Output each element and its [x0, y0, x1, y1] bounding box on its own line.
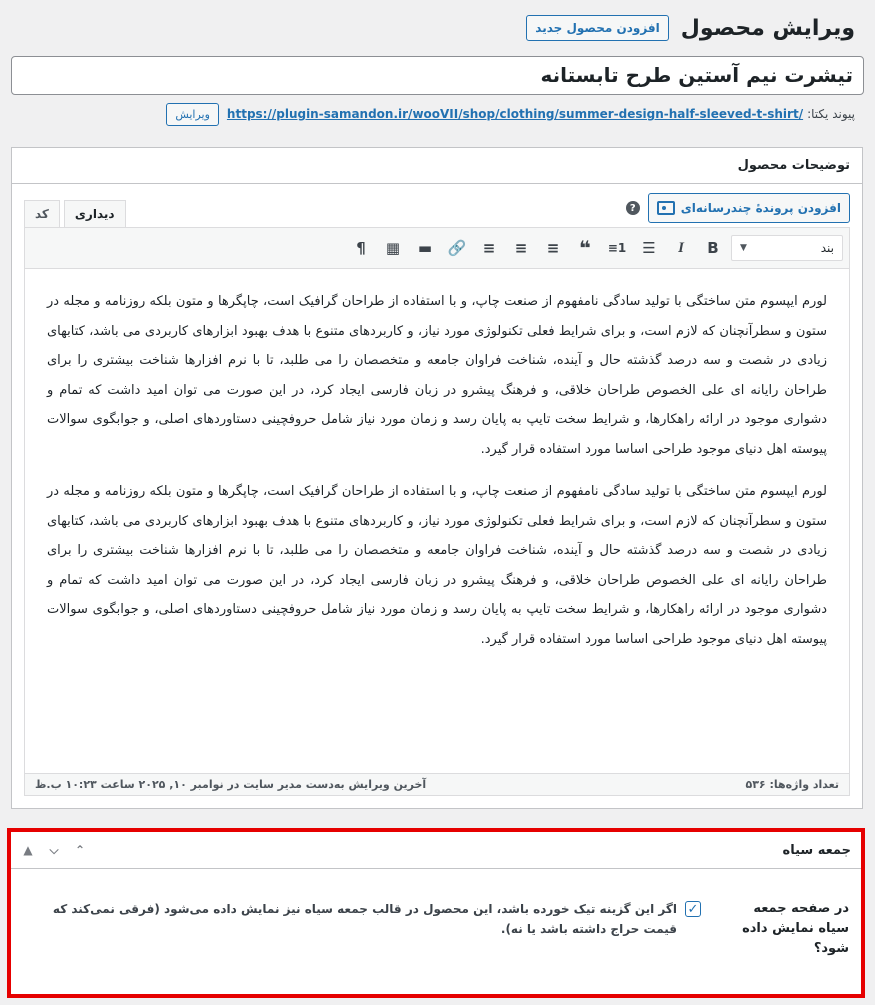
format-select-value: بند	[820, 241, 834, 255]
description-box-title: توضیحات محصول	[12, 148, 862, 184]
toolbar-toggle-icon[interactable]: ▦	[385, 239, 401, 257]
add-media-label: افزودن پروندهٔ چندرسانه‌ای	[680, 201, 841, 215]
align-center-icon[interactable]: ≡	[514, 239, 528, 257]
last-edit-info: آخرین ویرایش به‌دست مدیر سایت در نوامبر ۱۰, ۲۰۲۵ ساعت ۱۰:۲۳ ب.ظ	[35, 778, 427, 791]
add-new-product-button[interactable]: افزودن محصول جدید	[526, 15, 669, 41]
word-count: تعداد واژه‌ها: ۵۳۶	[745, 778, 839, 791]
product-description-box	[11, 147, 863, 809]
box-controls	[19, 843, 89, 858]
page-title: ویرایش محصول	[680, 15, 855, 41]
read-more-icon[interactable]: ▬	[417, 239, 433, 257]
bullet-list-icon[interactable]: ☰	[642, 239, 656, 257]
move-up-icon[interactable]: ▲	[23, 842, 33, 857]
editor-status-bar	[25, 773, 849, 795]
chevron-down-icon[interactable]: ⌵	[49, 842, 59, 857]
content-paragraph-1: لورم ایپسوم متن ساختگی با تولید سادگی نامفهوم از صنعت چاپ، و با استفاده از طراحان گرافیک است، چاپگرها و متون بلکه روزنامه و مجله در ستون و سطرآنچنان که لازم است، و برای شرایط فعلی تکنولوژی مورد نیاز، و کاربردهای متنوع با هدف بهبود ابزارهای کاربردی می باشد، کتابهای زیادی در شصت و سه درصد گذشته حال و آینده، شناخت فراوان جامعه و متخصصان را می طلبد، تا با نرم افزارها شناخت بیشتری را برای طراحان رایانه ای علی الخصوص طراحان خلاقی، و فرهنگ پیشرو در زبان فارسی ایجاد کرد، در این صورت می توان امید داشت که تمام و دشواری موجود در ارائه راهکارها، و شرایط سخت تایپ به پایان رسد و زمان مورد نیاز شامل حروفچینی دستاوردهای اصلی، و جوابگوی سوالات پیوسته اهل دنیای موجود طراحی اساسا مورد استفاده قرار گیرد.	[47, 294, 827, 457]
link-icon[interactable]: 🔗	[447, 239, 467, 257]
editor-content[interactable]	[25, 269, 849, 677]
add-media-button[interactable]	[648, 193, 850, 223]
permalink-url[interactable]: https://plugin-samandon.ir/wooVII/shop/clothing/summer-design-half-sleeved-t-shirt/	[226, 107, 804, 121]
permalink-row	[20, 101, 855, 127]
black-friday-field-label: در صفحه جمعه سیاه نمایش داده شود؟	[742, 901, 849, 956]
chevron-up-icon[interactable]: ⌃	[74, 842, 86, 857]
editor	[24, 227, 850, 796]
permalink-label: پیوند یکتا:	[807, 107, 855, 121]
black-friday-description: اگر این گزینه تیک خورده باشد، این محصول در قالب جمعه سیاه نیز نمایش داده می‌شود (فرقی نمی‌کند که قیمت حراج داشته باشد یا نه).	[52, 902, 677, 936]
black-friday-body	[11, 869, 861, 959]
tab-visual[interactable]: دیداری	[64, 200, 126, 228]
format-select[interactable]	[731, 235, 843, 261]
black-friday-title: جمعه سیاه	[782, 842, 851, 858]
numbered-list-icon[interactable]: 1≡	[607, 241, 627, 255]
chevron-down-icon: ▼	[740, 243, 747, 253]
permalink-edit-button[interactable]: ویرایش	[166, 103, 219, 126]
media-icon	[657, 201, 675, 215]
editor-tabs	[24, 200, 126, 228]
content-paragraph-2: لورم ایپسوم متن ساختگی با تولید سادگی نامفهوم از صنعت چاپ، و با استفاده از طراحان گرافیک است، چاپگرها و متون بلکه روزنامه و مجله در ستون و سطرآنچنان که لازم است، و برای شرایط فعلی تکنولوژی مورد نیاز، و کاربردهای متنوع با هدف بهبود ابزارهای کاربردی می باشد، کتابهای زیادی در شصت و سه درصد گذشته حال و آینده، شناخت فراوان جامعه و متخصصان را می طلبد، تا با نرم افزارها شناخت بیشتری را برای طراحان رایانه ای علی الخصوص طراحان خلاقی، و فرهنگ پیشرو در زبان فارسی ایجاد کرد، در این صورت می توان امید داشت که تمام و دشواری موجود در ارائه راهکارها، و شرایط سخت تایپ به پایان رسد و زمان مورد نیاز شامل حروفچینی دستاوردهای اصلی، و جوابگوی سوالات پیوسته اهل دنیای موجود طراحی اساسا مورد استفاده قرار گیرد.	[47, 484, 827, 647]
product-title-input[interactable]: تیشرت نیم آستین طرح تابستانه	[11, 56, 864, 95]
bold-icon[interactable]: B	[707, 239, 719, 257]
italic-icon[interactable]: I	[678, 239, 684, 256]
align-right-icon[interactable]: ≡	[482, 239, 496, 257]
blockquote-icon[interactable]: ❝	[579, 236, 591, 260]
media-row	[24, 192, 850, 224]
page-header	[20, 12, 855, 44]
black-friday-header	[11, 832, 861, 869]
black-friday-checkbox[interactable]: ✓	[685, 901, 701, 917]
rtl-icon[interactable]: ¶	[356, 239, 366, 257]
black-friday-box	[7, 828, 865, 998]
align-left-icon[interactable]: ≡	[546, 239, 560, 257]
tab-code[interactable]: کد	[24, 200, 60, 228]
black-friday-field	[23, 899, 701, 959]
help-icon[interactable]: ?	[626, 201, 640, 215]
editor-toolbar	[25, 228, 849, 269]
